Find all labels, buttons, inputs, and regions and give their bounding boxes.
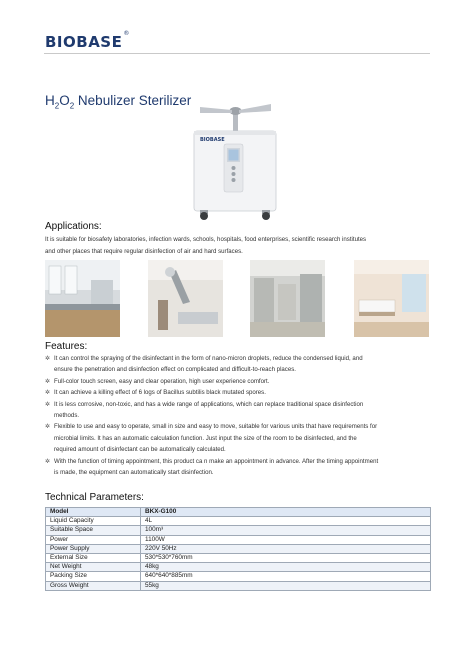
hospital-room-photo <box>354 260 429 337</box>
brand-name: BIOBASE <box>45 33 123 51</box>
asterisk-icon: ✲ <box>45 389 51 397</box>
applications-text <box>45 234 440 257</box>
table-row: Packing Size 640*640*885mm <box>46 572 431 581</box>
header-divider <box>44 53 430 54</box>
product-brand-label: BIOBASE <box>200 137 225 143</box>
table-row: Suitable Space 100m³ <box>46 526 431 535</box>
applications-heading: Applications: <box>45 221 102 232</box>
asterisk-icon: ✲ <box>45 355 51 362</box>
feature-item: ✲ It can achieve a killing effect of 6 logs of Bacillus subtilis black mutated spores. <box>45 387 437 398</box>
asterisk-icon: ✲ <box>45 457 51 465</box>
table-row: Power 1100W <box>46 535 431 544</box>
table-header-row: Model BKX-G100 <box>46 508 431 517</box>
page-title: $H_2O_2$ Nebulizer Sterilizer <box>45 93 192 111</box>
feature-item: ✲ It is less corrosive, non-toxic, and has a wide range of applications, which can replace traditional space disinfection methods. <box>45 400 364 420</box>
asterisk-icon: ✲ <box>45 400 51 408</box>
table-row: Liquid Capacity 4L <box>46 517 431 526</box>
table-row: Power Supply 220V 50Hz <box>46 544 431 553</box>
features-heading: Features: <box>45 341 88 352</box>
feature-item: ✲ With the function of timing appointment, this product ca n make an appointment in advance. After the timing appointment is made, the equipment can automatically start disinfection. <box>45 457 379 477</box>
applications-line: and other places that require regular disinfection of air and hard surfaces. <box>45 247 243 255</box>
feature-item: ✲ It can control the spraying of the disinfectant in the form of nano-micron droplets, reduce the condensed liquid, and ensure the penetration and disinfection effect on complicated and difficult-to-reach places. <box>45 355 363 374</box>
asterisk-icon: ✲ <box>45 377 51 385</box>
technical-parameters-table <box>45 507 431 591</box>
cleanroom-photo <box>250 260 325 337</box>
applications-line: It is suitable for biosafety laboratories, infection wards, schools, hospitals, food enterprises, scientific research institutes <box>45 236 367 243</box>
table-row: External Size 530*530*760mm <box>46 553 431 562</box>
ward-photo <box>148 260 223 337</box>
table-row: Net Weight 48kg <box>46 563 431 572</box>
features-list <box>45 353 437 478</box>
table-row: Gross Weight 55kg <box>46 581 431 590</box>
feature-item: ✲ Flexible to use and easy to operate, small in size and easy to move, suitable for various units that have requirements for microbial limits. It has an automatic calculation function. Just input the size of the room to be disinfected, and the required amount of disinfectant can be automatically calculated. <box>45 423 378 454</box>
feature-item: ✲ Full-color touch screen, easy and clear operation, high user experience comfort. <box>45 376 437 387</box>
laboratory-photo <box>45 260 120 337</box>
asterisk-icon: ✲ <box>45 423 51 431</box>
brand-logo <box>45 30 130 51</box>
technical-parameters-heading: Technical Parameters: <box>45 492 144 503</box>
registered-mark: ® <box>123 30 130 37</box>
application-photos <box>45 260 429 337</box>
product-image <box>180 98 290 223</box>
